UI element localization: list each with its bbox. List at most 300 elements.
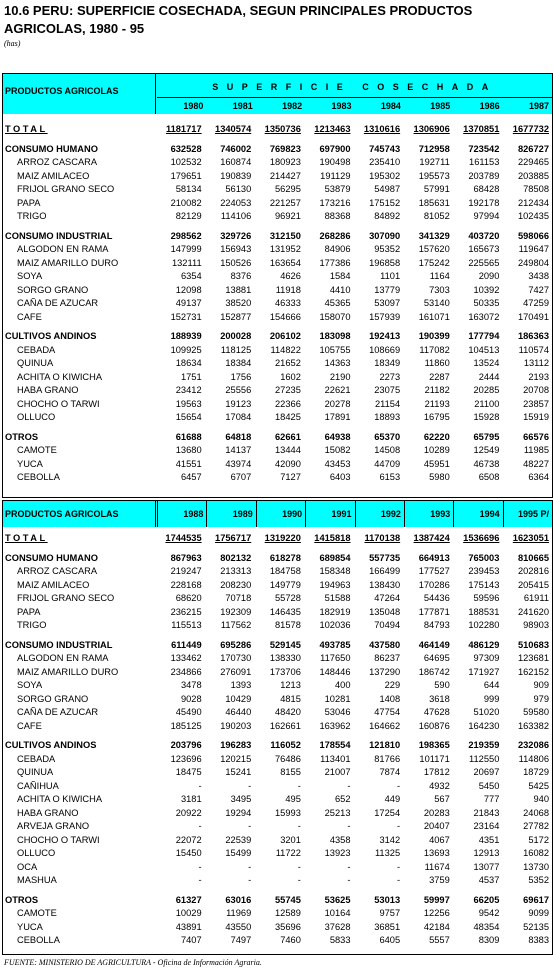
cell-value: 177386: [319, 257, 351, 268]
table-row: [3, 210, 552, 224]
cell-value: 611449: [171, 639, 202, 650]
cell-value: 58134: [175, 184, 202, 194]
row-values: [155, 344, 552, 358]
cell-value: 164230: [468, 720, 500, 731]
cell-value: 183098: [319, 331, 351, 341]
cell-value: 3142: [379, 834, 401, 845]
cell-value: 486129: [468, 639, 500, 650]
cell-value: 182919: [319, 606, 351, 617]
section-row: [3, 330, 552, 344]
table-row: [3, 458, 552, 472]
cell-value: 203796: [170, 740, 202, 750]
cell-value: 5172: [528, 834, 549, 845]
cell-value: 8376: [230, 271, 252, 281]
cell-value: -: [297, 780, 301, 791]
cell-value: 82129: [175, 211, 202, 221]
cell-value: 7303: [429, 284, 450, 295]
table-row: [3, 284, 552, 298]
cell-value: 175152: [369, 197, 401, 208]
cell-value: 64938: [324, 431, 351, 442]
row-label: CHOCHO O TARWI: [17, 398, 100, 409]
cell-value: 3201: [280, 834, 301, 845]
cell-value: 133462: [170, 653, 202, 663]
cell-value: 23075: [374, 385, 401, 395]
row-values: [155, 874, 552, 888]
row-values: [155, 123, 552, 137]
row-label: CEBADA: [17, 753, 56, 764]
cell-value: 47754: [374, 707, 401, 717]
cell-value: 632528: [170, 143, 202, 154]
cell-value: 239453: [468, 566, 500, 576]
cell-value: 116052: [270, 740, 301, 750]
table-row: [3, 197, 552, 211]
cell-value: 202816: [517, 566, 549, 576]
table-row: [3, 820, 552, 834]
cell-value: 50335: [473, 298, 500, 308]
row-label: CEBADA: [17, 344, 56, 355]
cell-value: 13680: [175, 445, 202, 455]
cell-value: 152731: [170, 311, 202, 322]
cell-value: 1319220: [264, 533, 301, 543]
year-headers: [157, 99, 552, 113]
cell-value: 15082: [324, 445, 351, 455]
cell-value: 163382: [517, 720, 549, 731]
row-values: [155, 297, 552, 311]
row-label: ARROZ CASCARA: [17, 566, 98, 576]
cell-value: 188531: [468, 606, 500, 617]
row-label: OTROS: [5, 894, 39, 905]
cell-value: 180923: [269, 157, 301, 167]
row-values: [155, 679, 552, 693]
cell-value: 173216: [319, 197, 351, 208]
row-label: CULTIVOS ANDINOS: [5, 740, 97, 750]
row-label: CAMOTE: [17, 445, 57, 455]
table-row: [3, 579, 552, 593]
header-products-label: PRODUCTOS AGRICOLAS: [5, 509, 119, 519]
cell-value: 1536696: [463, 533, 500, 543]
cell-value: 148446: [319, 666, 351, 677]
table-block-1988-1995: [2, 500, 553, 955]
cell-value: 1340574: [215, 124, 252, 134]
cell-value: 400: [334, 680, 351, 690]
cell-value: 47259: [523, 298, 549, 308]
cell-value: 57991: [423, 184, 450, 194]
section-row: [3, 431, 552, 445]
cell-value: 22366: [275, 398, 301, 409]
row-label: ALGODON EN RAMA: [17, 653, 109, 663]
row-values: [155, 907, 552, 921]
cell-value: 66205: [473, 894, 500, 905]
cell-value: 6354: [180, 271, 202, 281]
table-row: [3, 793, 552, 807]
cell-value: 3181: [180, 794, 202, 804]
section-row: [3, 143, 552, 157]
cell-value: -: [248, 875, 252, 885]
cell-value: 117650: [320, 653, 351, 663]
cell-value: 185631: [418, 197, 450, 208]
cell-value: 214427: [269, 170, 301, 181]
cell-value: 236215: [170, 606, 202, 617]
cell-value: 78508: [523, 184, 549, 194]
table-row: [3, 693, 552, 707]
units-note: (has): [4, 39, 21, 48]
cell-value: 15654: [175, 412, 202, 422]
row-label: ACHITA O KIWICHA: [17, 794, 103, 804]
cell-value: 203885: [517, 170, 549, 181]
cell-value: 102532: [170, 157, 202, 167]
cell-value: 5833: [329, 935, 351, 945]
row-values: [155, 230, 552, 244]
cell-value: 307090: [369, 230, 401, 241]
row-values: [155, 619, 552, 633]
cell-value: 1370851: [463, 124, 500, 134]
cell-value: 1310616: [363, 124, 401, 134]
cell-value: 205415: [517, 579, 549, 590]
year-header: 1991: [305, 501, 354, 527]
cell-value: 45951: [423, 458, 450, 469]
row-values: [155, 894, 552, 908]
table-row: [3, 679, 552, 693]
cell-value: 212434: [517, 197, 549, 208]
cell-value: 13881: [225, 284, 252, 295]
section-row: [3, 894, 552, 908]
cell-value: 192711: [419, 157, 450, 167]
row-label: PAPA: [17, 606, 41, 617]
cell-value: 170491: [517, 311, 549, 322]
cell-value: 18729: [523, 767, 549, 777]
cell-value: -: [397, 875, 401, 885]
cell-value: 234866: [170, 666, 202, 677]
cell-value: 19294: [225, 807, 252, 818]
cell-value: 160876: [418, 720, 450, 731]
cell-value: 9757: [379, 908, 401, 918]
year-header: 1988: [157, 501, 206, 527]
cell-value: 3438: [528, 271, 549, 281]
cell-value: 56295: [275, 184, 301, 194]
header-year-rule: [157, 97, 552, 98]
row-label: ARROZ CASCARA: [17, 157, 98, 167]
cell-value: 10392: [473, 284, 500, 295]
cell-value: 27235: [275, 385, 301, 395]
row-values: [155, 257, 552, 271]
row-label: ALGODON EN RAMA: [17, 244, 109, 254]
row-values: [155, 431, 552, 445]
cell-value: 27782: [523, 821, 549, 831]
cell-value: 123681: [517, 653, 549, 663]
cell-value: 25213: [324, 807, 351, 818]
row-label: SORGO GRANO: [17, 693, 89, 704]
cell-value: 8155: [280, 767, 301, 777]
cell-value: 10289: [423, 445, 450, 455]
cell-value: 746002: [220, 143, 252, 154]
table-row: [3, 257, 552, 271]
cell-value: 20708: [523, 385, 549, 395]
cell-value: 810665: [517, 552, 549, 563]
table-row: [3, 592, 552, 606]
row-values: [155, 371, 552, 385]
table-row: [3, 156, 552, 170]
row-label: CONSUMO HUMANO: [5, 143, 98, 154]
cell-value: 43974: [225, 458, 252, 469]
table-row: [3, 807, 552, 821]
cell-value: 437580: [369, 639, 401, 650]
table-row: [3, 183, 552, 197]
cell-value: 150526: [220, 257, 252, 268]
row-label: CAFE: [17, 720, 42, 731]
cell-value: 162661: [269, 720, 301, 731]
cell-value: 185125: [170, 720, 202, 731]
table-row: [3, 398, 552, 412]
cell-value: 17812: [423, 767, 450, 777]
table-body: [3, 532, 552, 948]
cell-value: 22072: [175, 834, 202, 845]
row-values: [155, 565, 552, 579]
row-label: CONSUMO INDUSTRIAL: [5, 230, 113, 241]
cell-value: 38520: [225, 298, 252, 308]
cell-value: 195302: [369, 170, 401, 181]
cell-value: 96921: [275, 211, 301, 221]
cell-value: 163962: [319, 720, 351, 731]
row-values: [155, 753, 552, 767]
cell-value: 46440: [225, 707, 252, 717]
cell-value: 20283: [423, 807, 450, 818]
cell-value: 4815: [280, 693, 301, 704]
cell-value: 105755: [319, 344, 351, 355]
cell-value: 21652: [275, 358, 301, 368]
row-values: [155, 532, 552, 546]
cell-value: 644: [483, 680, 500, 690]
cell-value: 1350736: [264, 124, 301, 134]
cell-value: 146435: [269, 606, 301, 617]
cell-value: 102435: [517, 211, 549, 221]
cell-value: 21843: [473, 807, 500, 818]
row-values: [155, 793, 552, 807]
cell-value: 7407: [180, 935, 202, 945]
cell-value: 88368: [324, 211, 351, 221]
cell-value: 3495: [230, 794, 252, 804]
table-row: [3, 243, 552, 257]
cell-value: 2273: [379, 371, 401, 382]
cell-value: -: [248, 780, 252, 791]
cell-value: 69617: [523, 894, 549, 905]
cell-value: 4410: [329, 284, 351, 295]
year-header: 1995 P/: [503, 501, 552, 527]
row-values: [155, 210, 552, 224]
cell-value: 18349: [374, 358, 401, 368]
cell-value: 102280: [468, 620, 500, 630]
cell-value: 11969: [226, 908, 252, 918]
cell-value: 206102: [269, 331, 301, 341]
section-row: [3, 230, 552, 244]
table-row: [3, 834, 552, 848]
cell-value: 3759: [429, 875, 450, 885]
cell-value: -: [248, 821, 252, 831]
cell-value: 24068: [523, 807, 549, 818]
row-values: [155, 552, 552, 566]
table-row: [3, 565, 552, 579]
cell-value: 55745: [275, 894, 301, 905]
cell-value: 5450: [478, 780, 500, 791]
cell-value: 138430: [369, 579, 401, 590]
cell-value: 1623051: [512, 533, 549, 543]
table-block-1980-1987: [2, 73, 553, 498]
row-values: [155, 330, 552, 344]
cell-value: 171927: [468, 666, 500, 677]
cell-value: 23412: [175, 385, 202, 395]
cell-value: 25556: [225, 385, 252, 395]
cell-value: 219359: [468, 740, 500, 750]
cell-value: 557735: [369, 552, 401, 563]
cell-value: 113401: [320, 753, 351, 764]
cell-value: 19123: [225, 398, 252, 409]
cell-value: 157620: [418, 244, 450, 254]
cell-value: 97309: [473, 653, 500, 663]
cell-value: 44709: [374, 458, 401, 469]
cell-value: 158348: [319, 566, 351, 576]
year-header: 1983: [331, 101, 352, 111]
cell-value: 11985: [523, 445, 549, 455]
cell-value: 867963: [170, 552, 202, 563]
year-header: 1985: [430, 101, 451, 111]
cell-value: 20697: [473, 767, 500, 777]
table-row: [3, 720, 552, 734]
cell-value: 249804: [517, 257, 549, 268]
table-row: [3, 170, 552, 184]
row-values: [155, 458, 552, 472]
year-header: 1990: [256, 501, 305, 527]
cell-value: 10164: [324, 908, 351, 918]
cell-value: 123696: [170, 753, 202, 764]
cell-value: 1213463: [314, 124, 351, 134]
row-values: [155, 720, 552, 734]
cell-value: 15241: [225, 767, 252, 777]
cell-value: 48354: [473, 921, 500, 932]
cell-value: 84906: [324, 244, 351, 254]
cell-value: 147999: [170, 244, 202, 254]
cell-value: 7460: [280, 935, 301, 945]
cell-value: 112550: [469, 753, 500, 764]
cell-value: 13524: [473, 358, 500, 368]
table-row: [3, 384, 552, 398]
cell-value: 53097: [374, 298, 401, 308]
cell-value: 16082: [523, 848, 549, 858]
cell-value: 464149: [418, 639, 450, 650]
cell-value: 6508: [478, 472, 500, 482]
cell-value: 1756: [230, 371, 252, 382]
cell-value: 21007: [324, 767, 351, 777]
cell-value: 999: [483, 693, 500, 704]
cell-value: 18634: [175, 358, 202, 368]
section-row: [3, 639, 552, 653]
row-label: YUCA: [17, 458, 43, 469]
cell-value: 1744535: [165, 533, 202, 543]
row-values: [155, 693, 552, 707]
cell-value: 12256: [423, 908, 450, 918]
cell-value: 203789: [468, 170, 500, 181]
cell-value: 154666: [269, 311, 301, 322]
cell-value: 64695: [423, 653, 450, 663]
cell-value: 493785: [319, 639, 351, 650]
cell-value: 165673: [468, 244, 500, 254]
row-label: MAIZ AMARILLO DURO: [17, 666, 119, 677]
cell-value: 41551: [175, 458, 202, 469]
cell-value: 1164: [429, 271, 450, 281]
cell-value: 229: [384, 680, 401, 690]
table-row: [3, 861, 552, 875]
cell-value: 35696: [275, 921, 301, 932]
cell-value: 12549: [473, 445, 500, 455]
cell-value: -: [347, 875, 351, 885]
row-label: CONSUMO HUMANO: [5, 552, 98, 563]
row-label: TOTAL: [5, 533, 48, 543]
cell-value: 114822: [270, 344, 301, 355]
cell-value: 10281: [324, 693, 351, 704]
row-values: [155, 652, 552, 666]
row-label: CAMOTE: [17, 908, 57, 918]
cell-value: 529145: [269, 639, 301, 650]
cell-value: -: [198, 780, 202, 791]
cell-value: 13077: [473, 861, 500, 872]
cell-value: 826727: [517, 143, 549, 154]
header-divider: [155, 501, 156, 527]
cell-value: -: [347, 861, 351, 872]
cell-value: 115513: [171, 620, 202, 630]
cell-value: 117082: [419, 344, 450, 355]
cell-value: 196858: [369, 257, 401, 268]
cell-value: 81578: [275, 620, 301, 630]
cell-value: 114806: [518, 753, 549, 764]
cell-value: 1756717: [215, 533, 252, 543]
cell-value: 137290: [369, 666, 401, 677]
cell-value: -: [198, 821, 202, 831]
cell-value: 65370: [374, 431, 401, 442]
table-row: [3, 471, 552, 485]
cell-value: 1408: [379, 693, 401, 704]
cell-value: 164662: [369, 720, 401, 731]
cell-value: 1213: [280, 680, 301, 690]
cell-value: 18425: [275, 412, 301, 422]
cell-value: 59997: [423, 894, 450, 905]
cell-value: 36851: [374, 921, 401, 932]
year-header: 1994: [453, 501, 502, 527]
cell-value: 166499: [369, 566, 401, 576]
cell-value: 53046: [324, 707, 351, 717]
cell-value: 192413: [369, 331, 401, 341]
cell-value: 102036: [319, 620, 351, 630]
cell-value: 224053: [220, 197, 252, 208]
cell-value: 138330: [269, 653, 301, 663]
row-values: [155, 861, 552, 875]
cell-value: 59596: [473, 593, 500, 603]
cell-value: 10029: [175, 908, 202, 918]
row-values: [155, 579, 552, 593]
cell-value: 20285: [473, 385, 500, 395]
cell-value: 46333: [275, 298, 301, 308]
cell-value: 43891: [175, 921, 202, 932]
cell-value: 12589: [275, 908, 301, 918]
cell-value: 160874: [220, 157, 252, 167]
cell-value: 3478: [180, 680, 202, 690]
cell-value: 45490: [175, 707, 202, 717]
header-products-label: PRODUCTOS AGRICOLAS: [5, 86, 119, 96]
row-label: FRIJOL GRANO SECO: [17, 593, 115, 603]
cell-value: 23164: [473, 821, 500, 831]
cell-value: 56130: [225, 184, 252, 194]
cell-value: 21154: [374, 398, 401, 409]
cell-value: 135048: [369, 606, 401, 617]
year-header: 1993: [404, 501, 453, 527]
cell-value: 9542: [478, 908, 500, 918]
